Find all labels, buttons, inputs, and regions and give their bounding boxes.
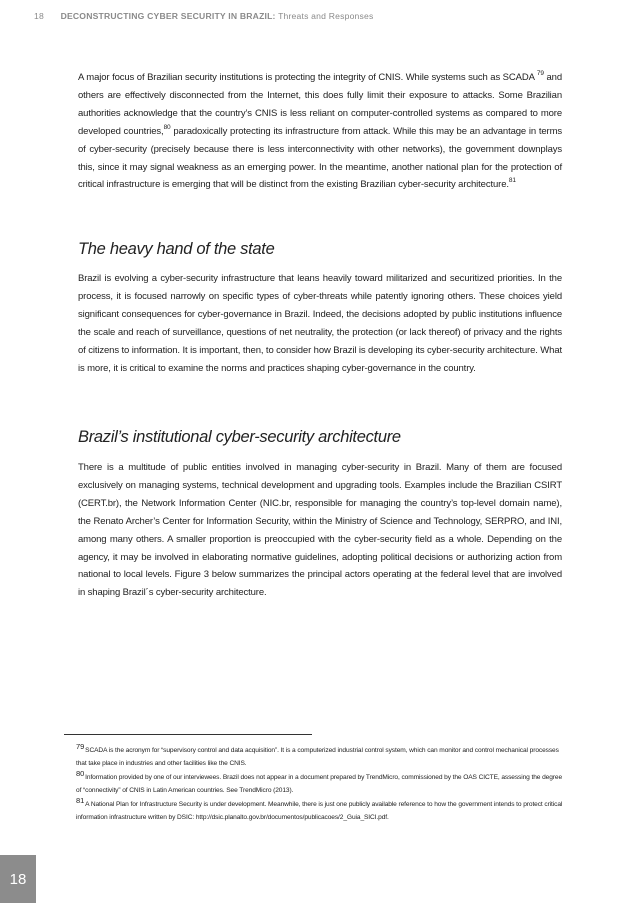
section-heading-institutional: Brazil’s institutional cyber-security architecture [78, 428, 401, 446]
page-number-tab [0, 855, 36, 903]
intro-text-1: A major focus of Brazilian security institutions is protecting the integrity of CNIS. While systems such as SCADA [78, 72, 537, 83]
footnote-text: SCADA is the acronym for “supervisory control and data acquisition”. It is a computerized industrial control system, which can monitor and control mechanical processes that take place in industries and other facilities like the CNIS. [76, 747, 559, 767]
section-heading-heavy-hand: The heavy hand of the state [78, 240, 275, 258]
intro-paragraph [78, 69, 562, 194]
footnote-number: 79 [76, 742, 85, 751]
footnote-ref-80[interactable]: 80 [163, 123, 171, 131]
header-title: DECONSTRUCTING CYBER SECURITY IN BRAZIL: [60, 11, 276, 21]
intro-text-2: and others are effectively disconnected from the Internet, this does fully limit their exposure to attacks. Some Brazilian authorities acknowledge that the country’s CNIS is less reliant on computer-controlled systems as compared to more developed countries, [78, 72, 563, 137]
section2-block [78, 459, 562, 602]
footnote-text: Information provided by one of our interviewees. Brazil does not appear in a document prepared by TrendMicro, commissioned by the OAS CICTE, assessing the degree of “connectivity” of CNIS in Latin American countries. See TrendMicro (2013). [76, 774, 563, 794]
footnote-ref-81[interactable]: 81 [508, 177, 516, 185]
header-subtitle: Threats and Responses [278, 11, 374, 21]
footnote-divider [64, 734, 312, 735]
running-header [34, 11, 374, 21]
section1-block [78, 270, 562, 377]
section1-paragraph: Brazil is evolving a cyber-security infrastructure that leans heavily toward militarized and securitized priorities. In the process, it is focused narrowly on specific types of cyber-threats while patently ignoring others. These choices yield significant consequences for cyber-governance in Brazil. Indeed, the decisions adopted by public institutions influence the scale and reach of surveillance, questions of net neutrality, the protection (or lack thereof) of privacy and the rights of citizens to information. It is important, then, to consider how Brazil is developing its cyber-security architecture. What is more, it is critical to examine the norms and practices shaping cyber-governance in the country. [78, 273, 562, 374]
page-number: 18 [9, 870, 27, 888]
footnotes [76, 744, 566, 826]
section2-paragraph: There is a multitude of public entities involved in managing cyber-security in Brazil. Many of them are focused exclusively on managing systems, technical development and upgrading tools. Examples include the Brazilian CSIRT (CERT.br), the Network Information Center (NIC.br, responsible for managing the country’s top-level domain name), the Renato Archer’s Center for Information Security, within the Ministry of Science and Technology, SERPRO, and INI, among many others. A smaller proportion is preoccupied with the cyber-security field as a whole. Depending on the agency, it may be involved in elaborating normative guidelines, adopting political decisions or authorizing action from national to local levels. Figure 3 below summarizes the principal actors operating at the federal level that are involved in shaping Brazil´s cyber-security architecture. [78, 462, 562, 599]
footnote-number: 80 [76, 769, 85, 779]
footnote-79 [76, 744, 566, 770]
footnote-80 [76, 771, 566, 797]
footnote-text: A National Plan for Infrastructure Security is under development. Meanwhile, there is just one publicly available reference to how the government intends to protect critical information infrastructure written by DSIC: http://dsic.planalto.gov.br/documentos/publicacoes/2_Guia_SICI.pdf. [76, 801, 563, 821]
intro-text-3: paradoxically protecting its infrastructure from attack. While this may be an advantage in terms of cyber-security (precisely because there is less interconnectivity with other networks), the government downplays this, since it may signal weakness as an emerging power. In the meantime, another national plan for the protection of critical infrastructure is emerging that will be distinct from the existing Brazilian cyber-security architecture. [78, 125, 562, 191]
footnote-ref-79[interactable]: 79 [536, 69, 544, 77]
footnote-number: 81 [76, 796, 85, 806]
header-page-number: 18 [34, 11, 44, 21]
intro-paragraph-block [78, 69, 562, 194]
footnote-81 [76, 798, 566, 824]
